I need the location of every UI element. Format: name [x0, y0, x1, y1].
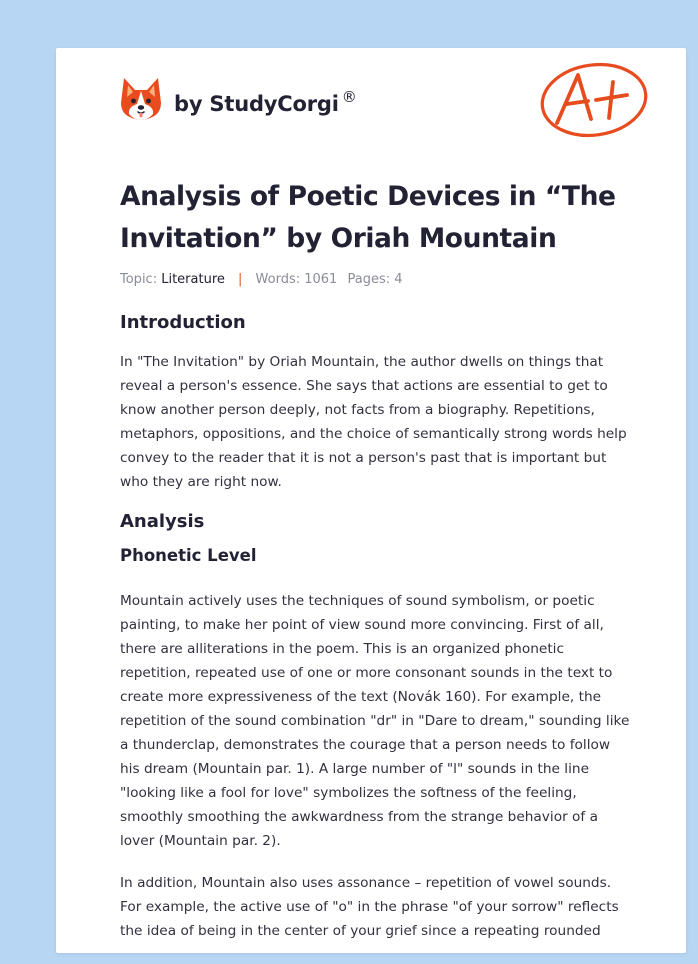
a-plus-grade-icon — [536, 58, 652, 142]
registered-mark: ® — [341, 88, 357, 106]
introduction-paragraph: In "The Invitation" by Oriah Mountain, the author dwells on things that reveal a person's essence. She says that actions are essential to get to know another person deeply, not facts from a biography. Repetitions, metaphors, oppositions, and the choice of semantically strong words help convey to the reader that it is not a person's past that is important but who they are right now. — [120, 354, 627, 490]
brand-name-text: by StudyCorgi — [174, 92, 339, 116]
page-count: Pages: 4 — [347, 272, 403, 287]
meta-separator: | — [238, 272, 243, 287]
phonetic-level-heading: Phonetic Level — [120, 546, 257, 565]
topic-label: Topic: — [120, 272, 158, 287]
brand-header[interactable] — [120, 76, 357, 122]
document-page — [56, 48, 686, 953]
phonetic-paragraph: Mountain actively uses the techniques of sound symbolism, or poetic painting, to make her point of view sound more convincing. First of all, there are alliterations in the poem. This is an organized phonetic repetition, repeated use of one or more consonant sounds in the text to create more expressiveness of the text (Novák 160). For example, the repetition of the sound combination "dr" in "Dare to dream," sounding like a thunderclap, demonstrates the courage that a person needs to follow his dream (Mountain par. 1). A large number of "l" sounds in the line "looking like a fool for love" symbolizes the softness of the feeling, smoothly smoothing the awkwardness from the strange behavior of a lover (Mountain par. 2). — [120, 593, 630, 849]
assonance-paragraph: In addition, Mountain also uses assonance – repetition of vowel sounds. For example, the active use of "o" in the phrase "of your sorrow" reflects the idea of being in the center of your grief since a repeating rounded — [120, 875, 619, 939]
introduction-heading: Introduction — [120, 312, 246, 333]
corgi-logo-icon — [120, 76, 162, 122]
word-count: Words: 1061 — [255, 272, 338, 287]
analysis-heading: Analysis — [120, 511, 205, 532]
topic-link[interactable]: Literature — [161, 272, 225, 287]
brand-name — [174, 88, 357, 116]
document-meta — [120, 272, 632, 287]
article-body — [120, 176, 632, 943]
page-title: Analysis of Poetic Devices in “The Invitation” by Oriah Mountain — [120, 181, 616, 254]
